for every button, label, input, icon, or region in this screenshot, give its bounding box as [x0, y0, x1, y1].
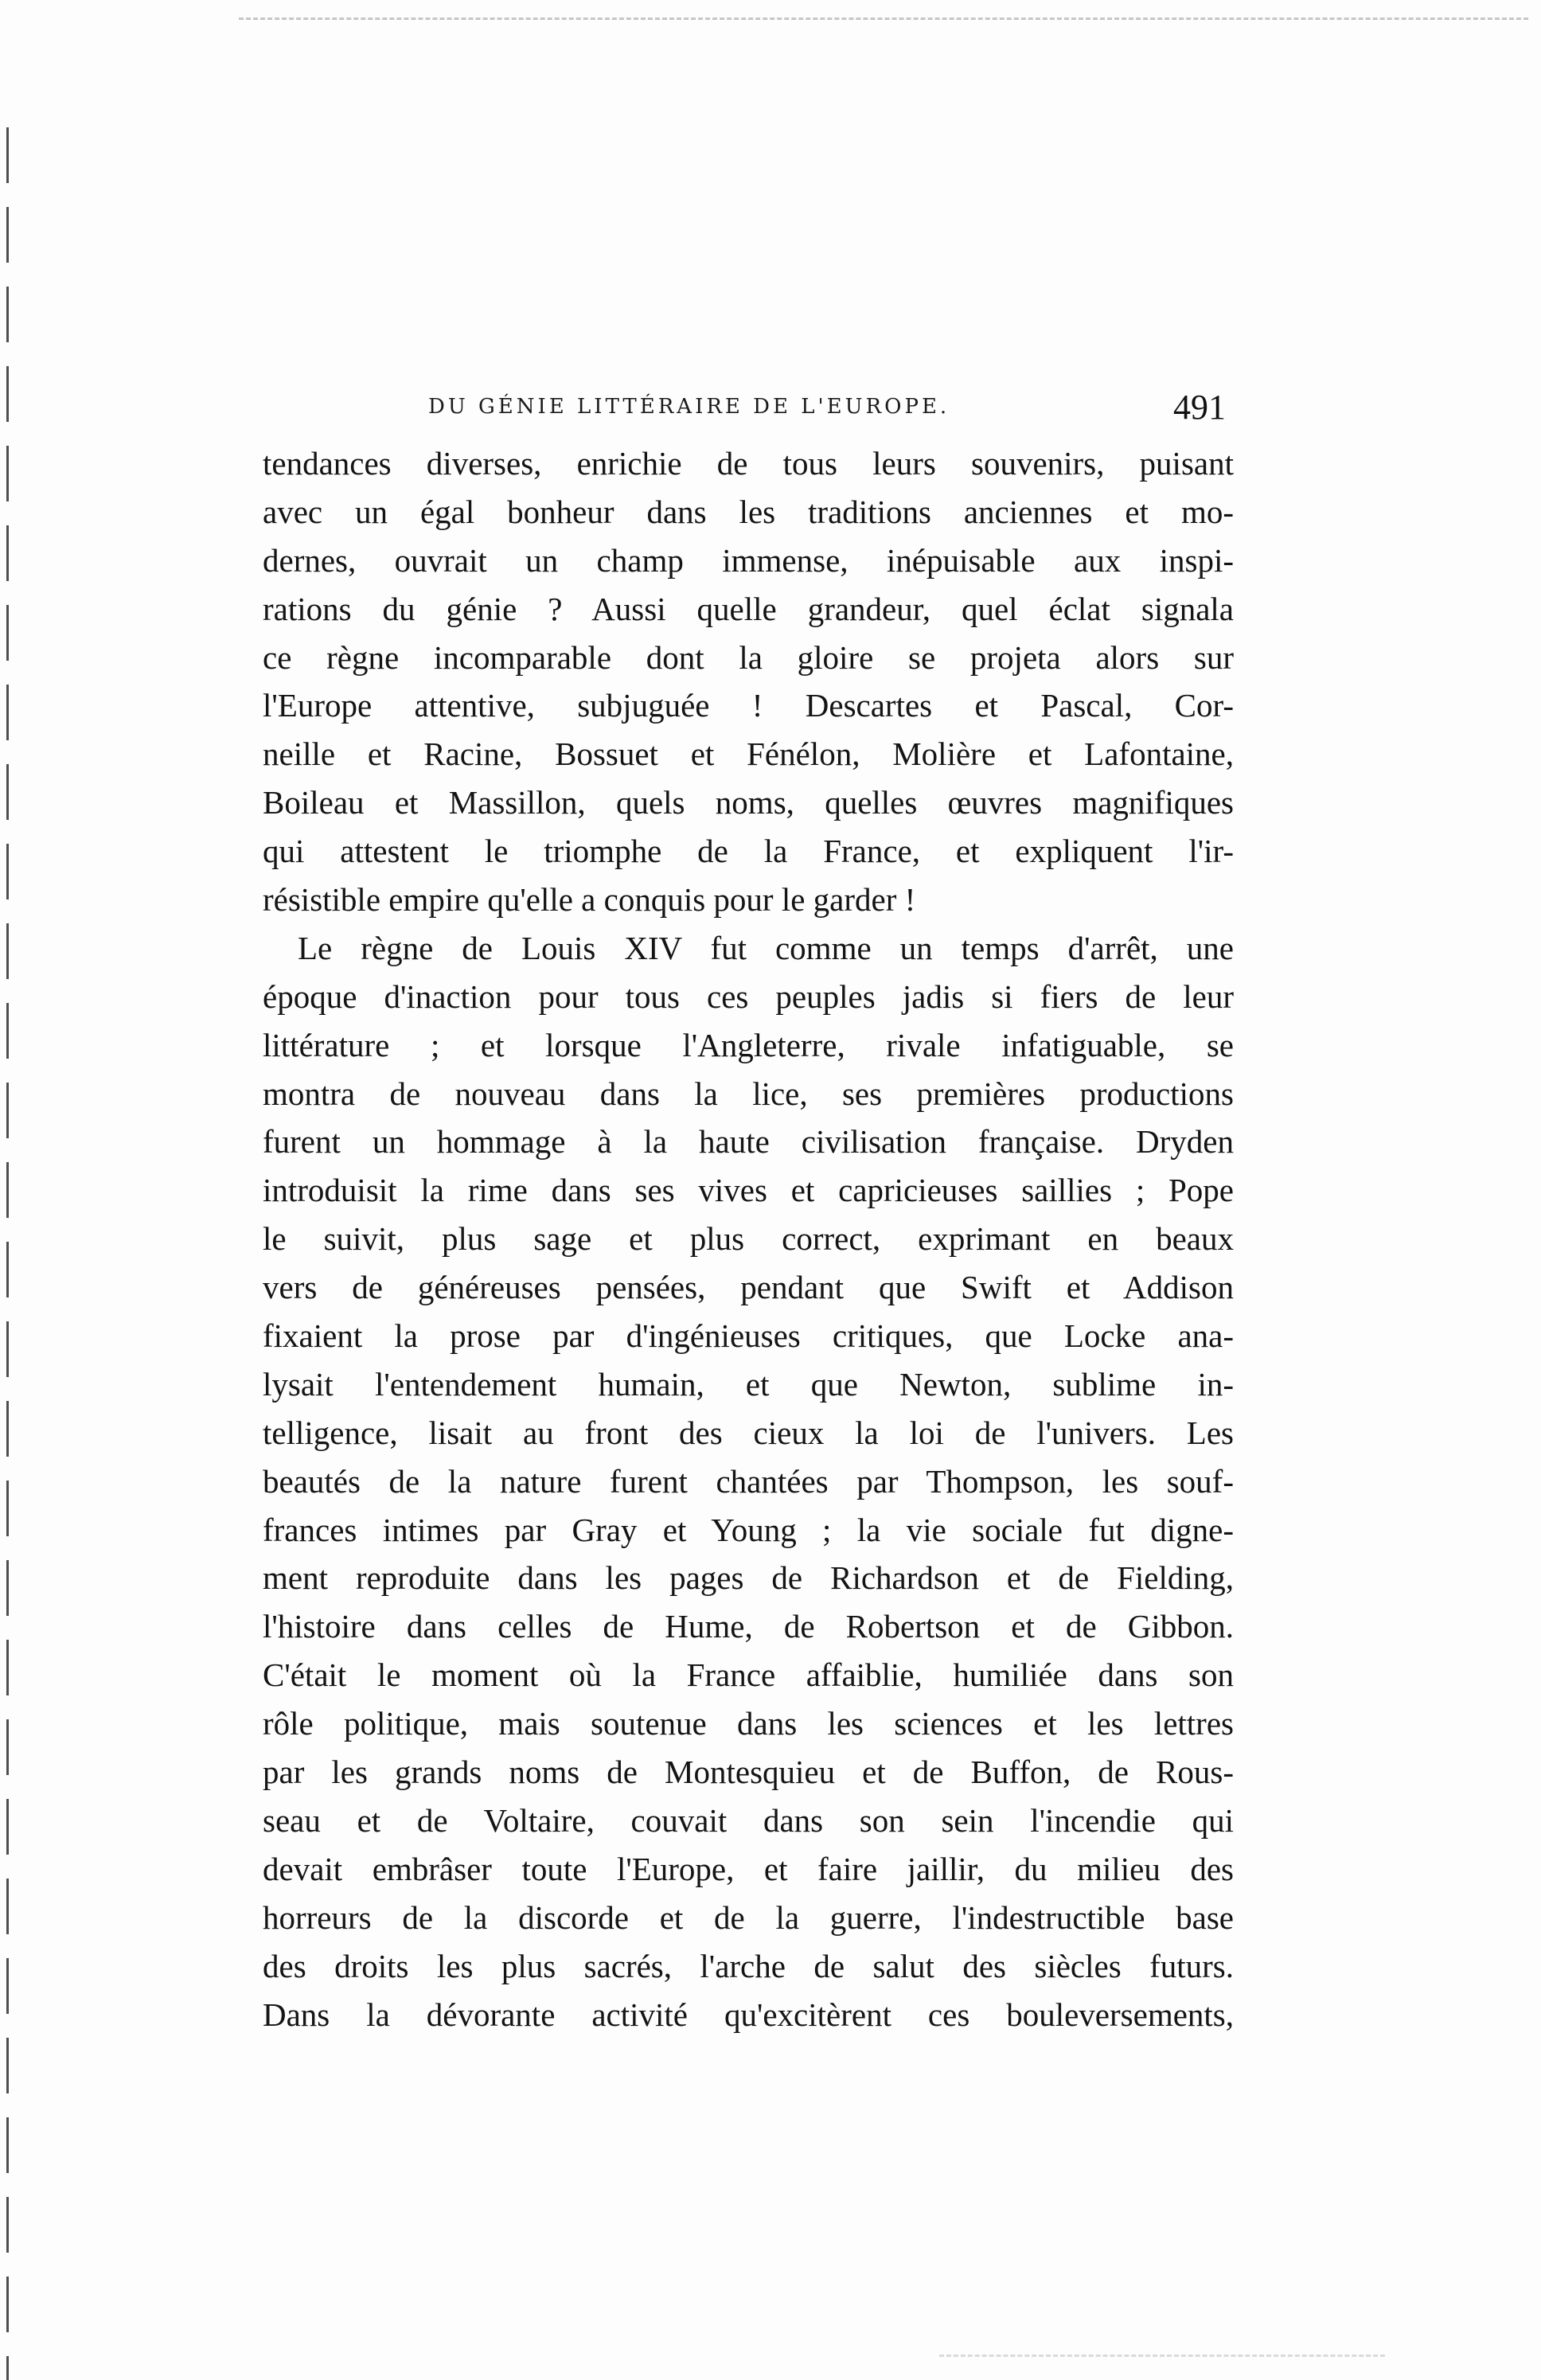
text-line: frances intimes par Gray et Young ; la vie sociale fut digne- [263, 1511, 1234, 1548]
text-line: Dans la dévorante activité qu'excitèrent ces bouleversements, [263, 1996, 1234, 2033]
text-line: Boileau et Massillon, quels noms, quelles œuvres magnifiques [263, 784, 1234, 821]
text-line: tendances diverses, enrichie de tous leurs souvenirs, puisant [263, 445, 1234, 482]
scan-artifact-top [239, 18, 1528, 20]
text-line: neille et Racine, Bossuet et Fénélon, Molière et Lafontaine, [263, 735, 1234, 773]
text-line: par les grands noms de Montesquieu et de Buffon, de Rous- [263, 1754, 1234, 1791]
text-line: rôle politique, mais soutenue dans les sciences et les lettres [263, 1705, 1234, 1742]
text-line: lysait l'entendement humain, et que Newton, sublime in- [263, 1365, 1234, 1403]
text-line: résistible empire qu'elle a conquis pour le garder ! [263, 881, 916, 919]
text-line: ment reproduite dans les pages de Richardson et de Fielding, [263, 1559, 1234, 1597]
text-line: le suivit, plus sage et plus correct, exprimant en beaux [263, 1220, 1234, 1258]
text-line: telligence, lisait au front des cieux la loi de l'univers. Les [263, 1414, 1234, 1451]
text-line: dernes, ouvrait un champ immense, inépuisable aux inspi- [263, 541, 1234, 579]
page-number: 491 [1173, 388, 1226, 427]
text-line: avec un égal bonheur dans les traditions anciennes et mo- [263, 493, 1234, 530]
text-line: l'histoire dans celles de Hume, de Robertson et de Gibbon. [263, 1608, 1234, 1645]
text-line: furent un hommage à la haute civilisation française. Dryden [263, 1123, 1234, 1161]
text-line: seau et de Voltaire, couvait dans son sein l'incendie qui [263, 1801, 1234, 1839]
text-line: Le règne de Louis XIV fut comme un temps d'arrêt, une [298, 929, 1234, 966]
text-line: devait embrâser toute l'Europe, et faire jaillir, du milieu des [263, 1850, 1234, 1887]
text-line: des droits les plus sacrés, l'arche de salut des siècles futurs. [263, 1947, 1234, 1984]
text-line: montra de nouveau dans la lice, ses premières productions [263, 1075, 1234, 1112]
text-line: horreurs de la discorde et de la guerre, l'indestructible base [263, 1898, 1234, 1936]
text-line: ce règne incomparable dont la gloire se projeta alors sur [263, 638, 1234, 676]
running-head: DU GÉNIE LITTÉRAIRE DE L'EUROPE. [428, 395, 950, 419]
text-line: introduisit la rime dans ses vives et capricieuses saillies ; Pope [263, 1172, 1234, 1209]
text-line: fixaient la prose par d'ingénieuses critiques, que Locke ana- [263, 1317, 1234, 1355]
text-line: l'Europe attentive, subjuguée ! Descartes et Pascal, Cor- [263, 687, 1234, 724]
text-line: littérature ; et lorsque l'Angleterre, rivale infatiguable, se [263, 1026, 1234, 1063]
scan-artifact-bottom [939, 2355, 1385, 2357]
text-line: beautés de la nature furent chantées par Thompson, les souf- [263, 1462, 1234, 1500]
text-line: vers de généreuses pensées, pendant que Swift et Addison [263, 1269, 1234, 1306]
text-line: qui attestent le triomphe de la France, et expliquent l'ir- [263, 833, 1234, 870]
scan-artifact-left-edge [6, 127, 9, 2380]
text-line: C'était le moment où la France affaiblie, humiliée dans son [263, 1656, 1234, 1694]
body-text [263, 439, 1234, 2039]
page-header [428, 387, 1226, 428]
text-line: rations du génie ? Aussi quelle grandeur, quel éclat signala [263, 590, 1234, 627]
text-line: époque d'inaction pour tous ces peuples jadis si fiers de leur [263, 977, 1234, 1015]
